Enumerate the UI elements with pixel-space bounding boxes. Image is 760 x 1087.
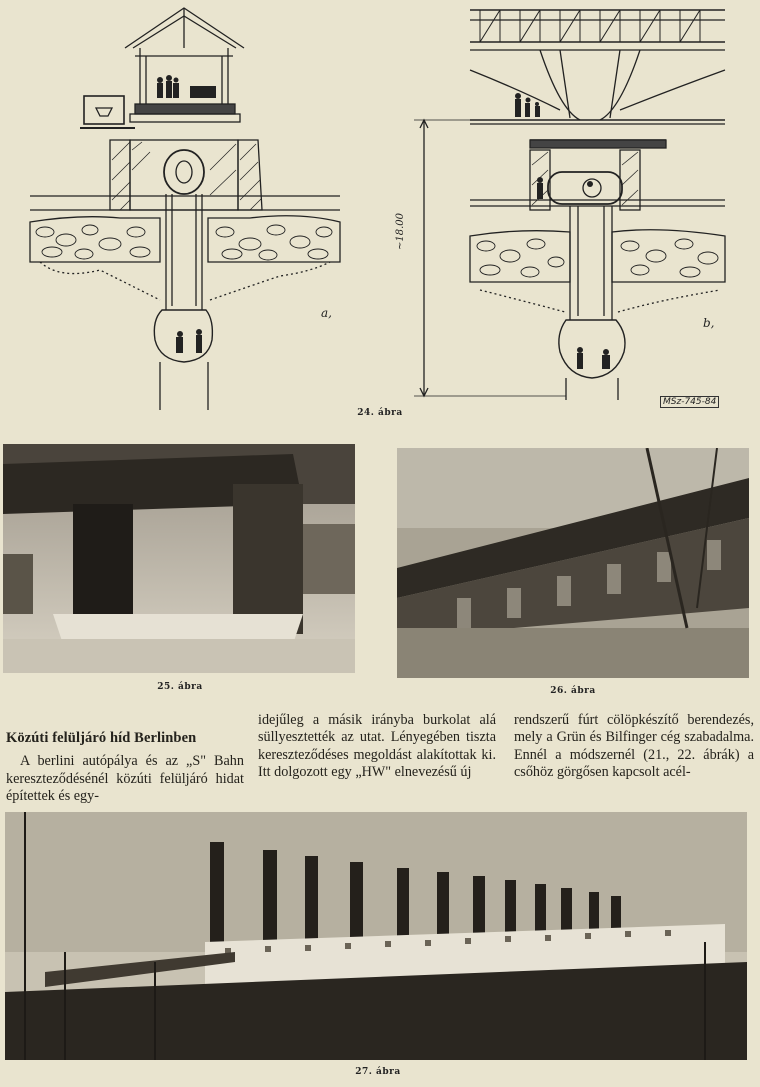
figure-25-image: [3, 444, 355, 673]
figure-27-caption: 27. ábra: [355, 1067, 401, 1077]
figure-24-label-b: b,: [703, 316, 715, 330]
text-column-1: [6, 730, 244, 806]
figure-26-photo: [397, 448, 749, 678]
figure-24-caption: 24. ábra: [357, 408, 403, 418]
figure-27-image: [5, 812, 747, 1060]
text-column-1-body: A berlini autópálya és az „S" Bahn kereszteződésénél közúti felüljáró hidat építettek és egy-: [6, 753, 244, 805]
text-column-3-body: rendszerű fúrt cölöpkészítő berendezés, mely a Grün és Bilfinger cég szabadalma. Ennél a módszernél (21., 22. ábrák) a csőhöz görgősen kapcsolt acél-: [514, 712, 754, 781]
figure-26-caption: 26. ábra: [550, 686, 596, 696]
article-heading: Közúti felüljáró híd Berlinben: [6, 730, 197, 746]
figure-25-photo: [3, 444, 355, 673]
figure-27-photo: [5, 812, 747, 1060]
figure-25-caption: 25. ábra: [157, 682, 203, 692]
figure-24-dimension: ~18.00: [395, 212, 406, 250]
figure-26-image: [397, 448, 749, 678]
figure-24-stamp: MSz-745-84: [660, 396, 719, 408]
text-column-2-body: idejűleg a másik irányba burkolat alá süllyesztették az utat. Lényegében tiszta kereszteződéses megoldást alakítottak ki. Itt dolgozott egy „HW" elnevezésű új: [258, 712, 496, 781]
figure-24-drawing: [0, 0, 760, 430]
figure-24-label-a: a,: [321, 306, 332, 320]
text-column-3: [514, 712, 754, 782]
figure-24: [0, 0, 760, 430]
text-column-2: [258, 712, 496, 782]
